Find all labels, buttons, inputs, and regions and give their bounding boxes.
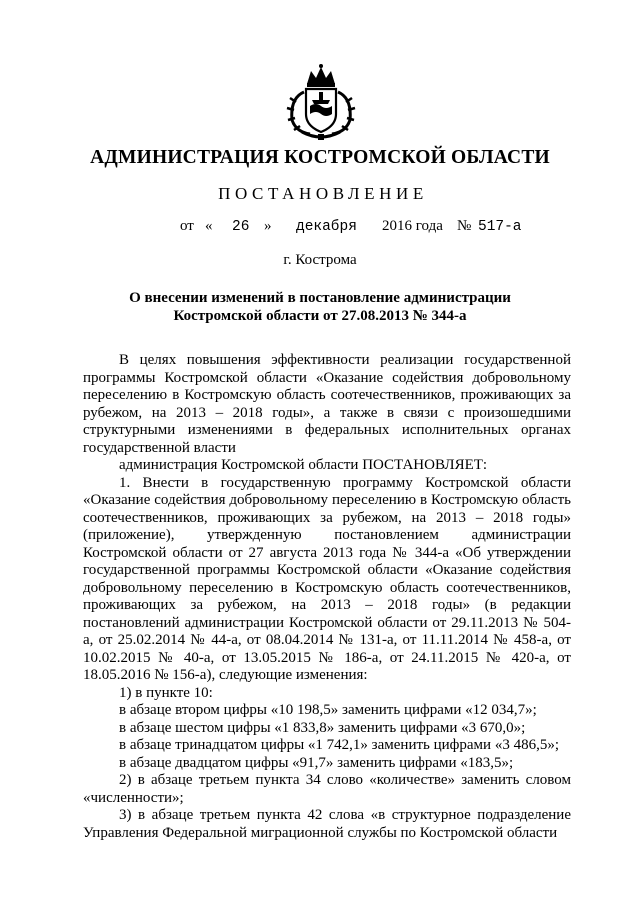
item-1-paragraph: 1. Внести в государственную программу Костромской области «Оказание содействия добровольному переселению в Костромскую область соотечественников, проживающих за рубежом, на 2013 – 2018 годы» (приложение), утвержденную постановлением администрации Костромской области от 27 августа 2013 года № 344-а «Об утверждении государственной программы Костромской области «Оказание содействия добровольному переселению в Костромскую область соотечественников, проживающих за рубежом, на 2013 – 2018 годы» (в редакции постановлений администрации Костромской области от 29.11.2013 № 504-а, от 25.02.2014 № 44-а, от 08.04.2014 № 131-а, от 11.11.2014 № 458-а, от 10.02.2015 № 40-а, от 13.05.2015 № 186-а, от 24.11.2015 № 420-а, от 18.05.2016 № 156-а), следующие изменения:: [83, 474, 571, 683]
subitem-1: 1) в пункте 10:: [119, 684, 213, 701]
resolves-paragraph: администрация Костромской области ПОСТАНОВЛЯЕТ:: [119, 457, 488, 473]
subitem-1a: в абзаце втором цифры «10 198,5» заменить цифрами «12 034,7»;: [119, 702, 537, 718]
document-number: 517-а: [478, 219, 522, 235]
document-subject: [0, 289, 640, 325]
date-year: 2016 года: [382, 218, 443, 234]
coat-of-arms-icon: [282, 62, 360, 144]
subitem-1d: в абзаце двадцатом цифры «91,7» заменить цифрами «183,5»;: [119, 754, 514, 771]
date-from-label: от: [180, 218, 194, 234]
number-sign: №: [457, 218, 472, 234]
date-month: декабря: [296, 219, 357, 235]
quote-close: »: [264, 218, 272, 234]
preamble-paragraph: В целях повышения эффективности реализации государственной программы Костромской области «Оказание содействия добровольному переселению в Костромскую область соотечественников, проживающих за рубежом, на 2013 – 2018 годы», а также в связи с произошедшими структурными изменениями в федеральных исполнительных органах государственной власти: [83, 352, 571, 456]
subject-line-2: Костромской области от 27.08.2013 № 344-а: [173, 308, 467, 324]
quote-open: «: [205, 218, 213, 234]
city: г. Кострома: [283, 252, 357, 268]
date-day: 26: [232, 219, 250, 235]
subject-line-1: О внесении изменений в постановление администрации: [129, 290, 511, 306]
subitem-1b: в абзаце шестом цифры «1 833,8» заменить цифрами «3 670,0»;: [119, 719, 526, 736]
date-line: [0, 218, 640, 240]
organization-title: АДМИНИСТРАЦИЯ КОСТРОМСКОЙ ОБЛАСТИ: [90, 147, 550, 168]
subitem-3: 3) в абзаце третьем пункта 42 слова «в структурное подразделение Управления Федеральной миграционной службы по Костромской области: [83, 807, 571, 841]
subitem-2: 2) в абзаце третьем пункта 34 слово «количестве» заменить словом «численности»;: [83, 772, 571, 806]
document-body: [83, 352, 571, 842]
document-type: ПОСТАНОВЛЕНИЕ: [218, 184, 428, 203]
subitem-1c: в абзаце тринадцатом цифры «1 742,1» заменить цифрами «3 486,5»;: [119, 737, 559, 753]
